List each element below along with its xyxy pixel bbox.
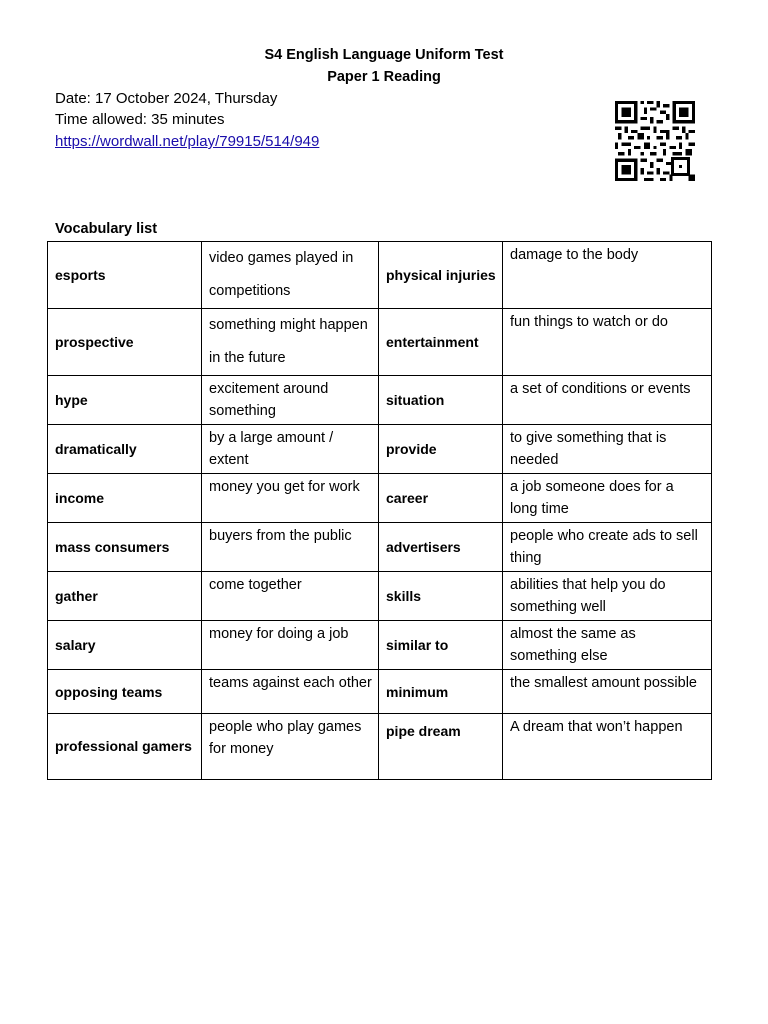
table-row: [48, 474, 712, 523]
wordwall-link[interactable]: https://wordwall.net/play/79915/514/949: [55, 133, 320, 150]
definition-cell: money for doing a job: [202, 621, 379, 670]
table-row: [48, 572, 712, 621]
definition-cell: a job someone does for a long time: [503, 474, 712, 523]
definition-cell: people who create ads to sell thing: [503, 523, 712, 572]
definition-cell: a set of conditions or events: [503, 376, 712, 425]
term-cell: career: [379, 474, 503, 523]
term-cell: gather: [48, 572, 202, 621]
term-cell: dramatically: [48, 425, 202, 474]
table-row: [48, 670, 712, 714]
definition-cell: fun things to watch or do: [503, 309, 712, 376]
term-cell: esports: [48, 242, 202, 309]
vocabulary-heading: Vocabulary list: [55, 221, 158, 237]
term-cell: skills: [379, 572, 503, 621]
vocabulary-table: [47, 241, 712, 780]
term-cell: pipe dream: [379, 714, 503, 780]
term-cell: mass consumers: [48, 523, 202, 572]
term-cell: physical injuries: [379, 242, 503, 309]
term-cell: provide: [379, 425, 503, 474]
time-allowed: Time allowed: 35 minutes: [55, 111, 225, 128]
definition-cell: almost the same as something else: [503, 621, 712, 670]
definition-cell: excitement around something: [202, 376, 379, 425]
paper-title: Paper 1 Reading: [327, 69, 441, 85]
term-cell: hype: [48, 376, 202, 425]
term-cell: minimum: [379, 670, 503, 714]
table-row: [48, 714, 712, 780]
definition-cell: money you get for work: [202, 474, 379, 523]
definition-cell: buyers from the public: [202, 523, 379, 572]
table-row: [48, 242, 712, 309]
test-title: S4 English Language Uniform Test: [264, 47, 504, 63]
term-cell: opposing teams: [48, 670, 202, 714]
term-cell: prospective: [48, 309, 202, 376]
definition-cell: something might happen in the future: [202, 309, 379, 376]
term-cell: advertisers: [379, 523, 503, 572]
definition-cell: to give something that is needed: [503, 425, 712, 474]
definition-cell: people who play games for money: [202, 714, 379, 780]
wordwall-link-row: [55, 131, 319, 152]
qr-code-icon[interactable]: [614, 101, 696, 181]
table-row: [48, 309, 712, 376]
term-cell: salary: [48, 621, 202, 670]
definition-cell: video games played in competitions: [202, 242, 379, 309]
table-row: [48, 621, 712, 670]
table-row: [48, 523, 712, 572]
definition-cell: abilities that help you do something well: [503, 572, 712, 621]
term-cell: similar to: [379, 621, 503, 670]
term-cell: income: [48, 474, 202, 523]
table-row: [48, 425, 712, 474]
definition-cell: the smallest amount possible: [503, 670, 712, 714]
table-row: [48, 376, 712, 425]
definition-cell: by a large amount / extent: [202, 425, 379, 474]
definition-cell: teams against each other: [202, 670, 379, 714]
term-cell: situation: [379, 376, 503, 425]
definition-cell: come together: [202, 572, 379, 621]
test-date: Date: 17 October 2024, Thursday: [55, 90, 278, 107]
definition-cell: A dream that won’t happen: [503, 714, 712, 780]
term-cell: entertainment: [379, 309, 503, 376]
term-cell: professional gamers: [48, 714, 202, 780]
definition-cell: damage to the body: [503, 242, 712, 309]
